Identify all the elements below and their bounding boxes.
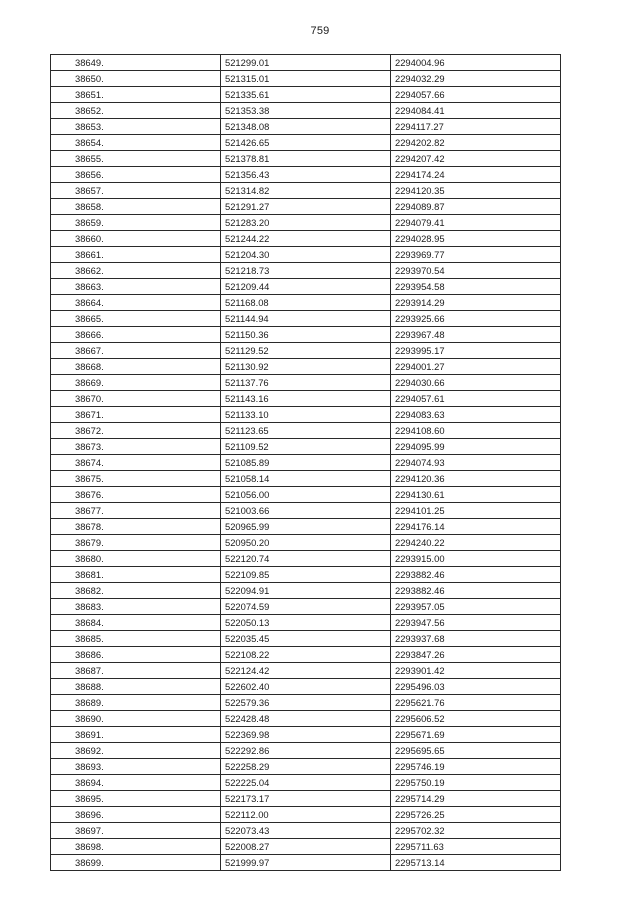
table-row: [51, 471, 561, 487]
easting-cell: 522369.98: [221, 727, 391, 743]
northing-cell: 2294117.27: [391, 119, 561, 135]
table-row: [51, 135, 561, 151]
table-row: [51, 503, 561, 519]
table-row: [51, 103, 561, 119]
easting-cell: 522120.74: [221, 551, 391, 567]
northing-cell: 2294089.87: [391, 199, 561, 215]
easting-cell: 521356.43: [221, 167, 391, 183]
northing-cell: 2293915.00: [391, 551, 561, 567]
northing-cell: 2295726.25: [391, 807, 561, 823]
point-number-cell: 38677.: [51, 503, 221, 519]
northing-cell: 2293967.48: [391, 327, 561, 343]
northing-cell: 2295746.19: [391, 759, 561, 775]
northing-cell: 2294176.14: [391, 519, 561, 535]
table-row: [51, 743, 561, 759]
northing-cell: 2294004.96: [391, 55, 561, 71]
table-row: [51, 215, 561, 231]
northing-cell: 2293947.56: [391, 615, 561, 631]
table-row: [51, 199, 561, 215]
point-number-cell: 38651.: [51, 87, 221, 103]
northing-cell: 2295713.14: [391, 855, 561, 871]
northing-cell: 2294030.66: [391, 375, 561, 391]
table-row: [51, 615, 561, 631]
point-number-cell: 38659.: [51, 215, 221, 231]
easting-cell: 522112.00: [221, 807, 391, 823]
table-row: [51, 583, 561, 599]
point-number-cell: 38658.: [51, 199, 221, 215]
table-row: [51, 327, 561, 343]
northing-cell: 2294130.61: [391, 487, 561, 503]
northing-cell: 2293914.29: [391, 295, 561, 311]
easting-cell: 522073.43: [221, 823, 391, 839]
table-row: [51, 663, 561, 679]
point-number-cell: 38674.: [51, 455, 221, 471]
northing-cell: 2293925.66: [391, 311, 561, 327]
point-number-cell: 38665.: [51, 311, 221, 327]
northing-cell: 2294108.60: [391, 423, 561, 439]
northing-cell: 2294101.25: [391, 503, 561, 519]
point-number-cell: 38694.: [51, 775, 221, 791]
table-row: [51, 359, 561, 375]
northing-cell: 2295711.63: [391, 839, 561, 855]
table-row: [51, 711, 561, 727]
easting-cell: 521123.65: [221, 423, 391, 439]
easting-cell: 522225.04: [221, 775, 391, 791]
easting-cell: 521129.52: [221, 343, 391, 359]
table-row: [51, 423, 561, 439]
easting-cell: 521999.97: [221, 855, 391, 871]
point-number-cell: 38663.: [51, 279, 221, 295]
point-number-cell: 38660.: [51, 231, 221, 247]
coordinates-table-body: [51, 55, 561, 871]
point-number-cell: 38654.: [51, 135, 221, 151]
easting-cell: 521058.14: [221, 471, 391, 487]
point-number-cell: 38683.: [51, 599, 221, 615]
easting-cell: 521335.61: [221, 87, 391, 103]
point-number-cell: 38692.: [51, 743, 221, 759]
easting-cell: 520950.20: [221, 535, 391, 551]
point-number-cell: 38661.: [51, 247, 221, 263]
table-row: [51, 775, 561, 791]
table-row: [51, 535, 561, 551]
northing-cell: 2293995.17: [391, 343, 561, 359]
northing-cell: 2294083.63: [391, 407, 561, 423]
table-row: [51, 551, 561, 567]
easting-cell: 521299.01: [221, 55, 391, 71]
table-row: [51, 487, 561, 503]
point-number-cell: 38650.: [51, 71, 221, 87]
easting-cell: 522579.36: [221, 695, 391, 711]
northing-cell: 2295702.32: [391, 823, 561, 839]
table-row: [51, 183, 561, 199]
easting-cell: 522094.91: [221, 583, 391, 599]
table-row: [51, 71, 561, 87]
northing-cell: 2293901.42: [391, 663, 561, 679]
table-row: [51, 343, 561, 359]
point-number-cell: 38682.: [51, 583, 221, 599]
easting-cell: 521283.20: [221, 215, 391, 231]
point-number-cell: 38697.: [51, 823, 221, 839]
easting-cell: 521353.38: [221, 103, 391, 119]
easting-cell: 520965.99: [221, 519, 391, 535]
northing-cell: 2293937.68: [391, 631, 561, 647]
northing-cell: 2294032.29: [391, 71, 561, 87]
table-row: [51, 599, 561, 615]
point-number-cell: 38675.: [51, 471, 221, 487]
table-row: [51, 823, 561, 839]
point-number-cell: 38670.: [51, 391, 221, 407]
point-number-cell: 38664.: [51, 295, 221, 311]
table-row: [51, 839, 561, 855]
table-row: [51, 55, 561, 71]
northing-cell: 2294120.35: [391, 183, 561, 199]
northing-cell: 2294120.36: [391, 471, 561, 487]
point-number-cell: 38657.: [51, 183, 221, 199]
point-number-cell: 38678.: [51, 519, 221, 535]
northing-cell: 2293954.58: [391, 279, 561, 295]
table-row: [51, 151, 561, 167]
table-row: [51, 119, 561, 135]
point-number-cell: 38668.: [51, 359, 221, 375]
easting-cell: 521144.94: [221, 311, 391, 327]
easting-cell: 521133.10: [221, 407, 391, 423]
northing-cell: 2293957.05: [391, 599, 561, 615]
northing-cell: 2294057.66: [391, 87, 561, 103]
easting-cell: 521218.73: [221, 263, 391, 279]
point-number-cell: 38679.: [51, 535, 221, 551]
easting-cell: 522602.40: [221, 679, 391, 695]
northing-cell: 2293847.26: [391, 647, 561, 663]
easting-cell: 522124.42: [221, 663, 391, 679]
easting-cell: 521003.66: [221, 503, 391, 519]
table-row: [51, 247, 561, 263]
table-row: [51, 439, 561, 455]
northing-cell: 2295496.03: [391, 679, 561, 695]
table-row: [51, 855, 561, 871]
table-row: [51, 807, 561, 823]
point-number-cell: 38676.: [51, 487, 221, 503]
point-number-cell: 38656.: [51, 167, 221, 183]
northing-cell: 2295714.29: [391, 791, 561, 807]
table-row: [51, 695, 561, 711]
easting-cell: 521085.89: [221, 455, 391, 471]
table-row: [51, 791, 561, 807]
point-number-cell: 38672.: [51, 423, 221, 439]
table-row: [51, 391, 561, 407]
table-row: [51, 519, 561, 535]
point-number-cell: 38652.: [51, 103, 221, 119]
point-number-cell: 38688.: [51, 679, 221, 695]
table-row: [51, 167, 561, 183]
point-number-cell: 38655.: [51, 151, 221, 167]
northing-cell: 2295695.65: [391, 743, 561, 759]
northing-cell: 2294074.93: [391, 455, 561, 471]
table-row: [51, 231, 561, 247]
northing-cell: 2293882.46: [391, 567, 561, 583]
easting-cell: 521130.92: [221, 359, 391, 375]
northing-cell: 2293970.54: [391, 263, 561, 279]
easting-cell: 521143.16: [221, 391, 391, 407]
point-number-cell: 38671.: [51, 407, 221, 423]
point-number-cell: 38680.: [51, 551, 221, 567]
northing-cell: 2294001.27: [391, 359, 561, 375]
northing-cell: 2294028.95: [391, 231, 561, 247]
easting-cell: 521291.27: [221, 199, 391, 215]
northing-cell: 2294057.61: [391, 391, 561, 407]
easting-cell: 521168.08: [221, 295, 391, 311]
northing-cell: 2294202.82: [391, 135, 561, 151]
easting-cell: 522035.45: [221, 631, 391, 647]
northing-cell: 2294240.22: [391, 535, 561, 551]
table-row: [51, 407, 561, 423]
easting-cell: 521244.22: [221, 231, 391, 247]
easting-cell: 521348.08: [221, 119, 391, 135]
easting-cell: 521378.81: [221, 151, 391, 167]
table-row: [51, 279, 561, 295]
point-number-cell: 38686.: [51, 647, 221, 663]
table-row: [51, 375, 561, 391]
northing-cell: 2295671.69: [391, 727, 561, 743]
table-row: [51, 631, 561, 647]
point-number-cell: 38666.: [51, 327, 221, 343]
table-row: [51, 679, 561, 695]
point-number-cell: 38662.: [51, 263, 221, 279]
easting-cell: 521315.01: [221, 71, 391, 87]
easting-cell: 521426.65: [221, 135, 391, 151]
northing-cell: 2295606.52: [391, 711, 561, 727]
northing-cell: 2293882.46: [391, 583, 561, 599]
point-number-cell: 38684.: [51, 615, 221, 631]
point-number-cell: 38667.: [51, 343, 221, 359]
table-row: [51, 311, 561, 327]
point-number-cell: 38698.: [51, 839, 221, 855]
northing-cell: 2294174.24: [391, 167, 561, 183]
point-number-cell: 38669.: [51, 375, 221, 391]
northing-cell: 2294207.42: [391, 151, 561, 167]
point-number-cell: 38649.: [51, 55, 221, 71]
table-row: [51, 87, 561, 103]
northing-cell: 2294079.41: [391, 215, 561, 231]
table-row: [51, 455, 561, 471]
easting-cell: 521137.76: [221, 375, 391, 391]
point-number-cell: 38690.: [51, 711, 221, 727]
easting-cell: 522173.17: [221, 791, 391, 807]
northing-cell: 2294095.99: [391, 439, 561, 455]
easting-cell: 522050.13: [221, 615, 391, 631]
point-number-cell: 38691.: [51, 727, 221, 743]
point-number-cell: 38689.: [51, 695, 221, 711]
table-row: [51, 567, 561, 583]
point-number-cell: 38673.: [51, 439, 221, 455]
easting-cell: 522008.27: [221, 839, 391, 855]
point-number-cell: 38699.: [51, 855, 221, 871]
easting-cell: 522074.59: [221, 599, 391, 615]
point-number-cell: 38653.: [51, 119, 221, 135]
easting-cell: 522258.29: [221, 759, 391, 775]
coordinates-table: [50, 54, 561, 871]
table-row: [51, 263, 561, 279]
page-number: 759: [310, 25, 330, 37]
point-number-cell: 38693.: [51, 759, 221, 775]
point-number-cell: 38681.: [51, 567, 221, 583]
easting-cell: 522428.48: [221, 711, 391, 727]
easting-cell: 521109.52: [221, 439, 391, 455]
point-number-cell: 38695.: [51, 791, 221, 807]
easting-cell: 522292.86: [221, 743, 391, 759]
northing-cell: 2293969.77: [391, 247, 561, 263]
table-row: [51, 647, 561, 663]
easting-cell: 521056.00: [221, 487, 391, 503]
table-row: [51, 759, 561, 775]
easting-cell: 521150.36: [221, 327, 391, 343]
point-number-cell: 38685.: [51, 631, 221, 647]
table-row: [51, 727, 561, 743]
northing-cell: 2294084.41: [391, 103, 561, 119]
easting-cell: 522108.22: [221, 647, 391, 663]
easting-cell: 521314.82: [221, 183, 391, 199]
easting-cell: 521204.30: [221, 247, 391, 263]
northing-cell: 2295621.76: [391, 695, 561, 711]
table-row: [51, 295, 561, 311]
point-number-cell: 38696.: [51, 807, 221, 823]
northing-cell: 2295750.19: [391, 775, 561, 791]
easting-cell: 521209.44: [221, 279, 391, 295]
easting-cell: 522109.85: [221, 567, 391, 583]
point-number-cell: 38687.: [51, 663, 221, 679]
